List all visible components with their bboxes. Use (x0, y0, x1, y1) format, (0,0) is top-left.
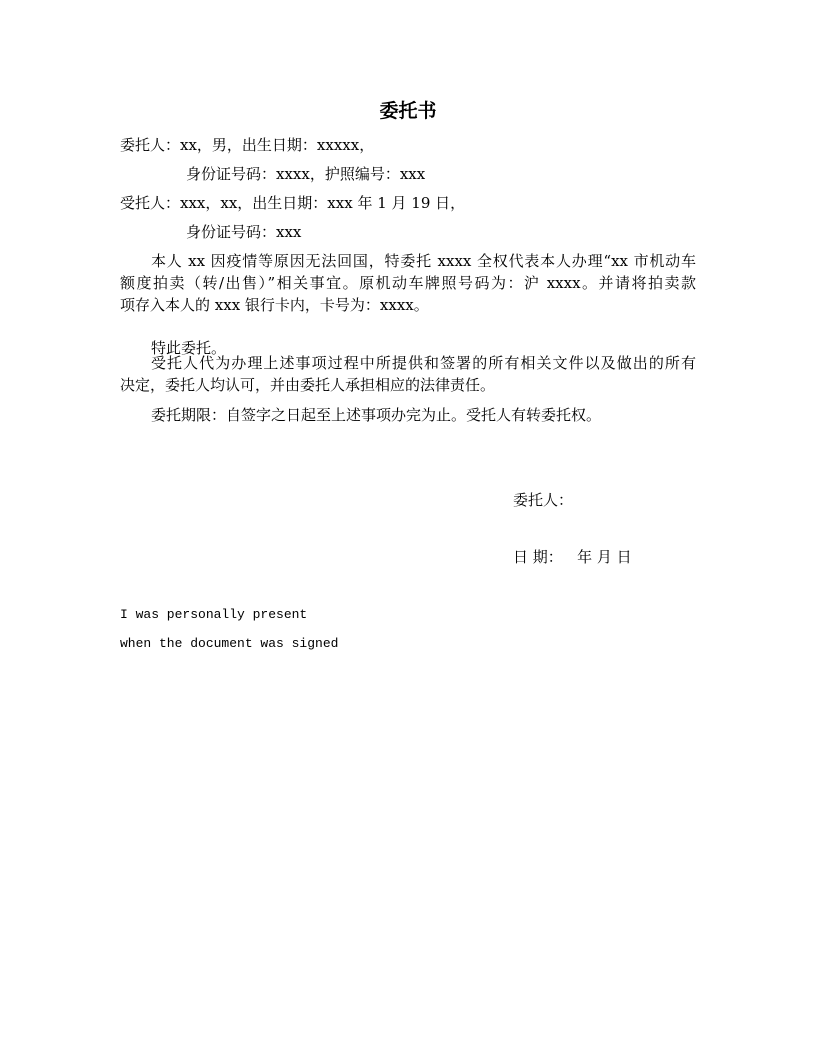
term-paragraph (120, 404, 696, 426)
principal-id: 身份证号码：xxxx，护照编号：xxx (186, 165, 426, 183)
document-title: 委托书 (379, 100, 437, 122)
witness-line-2: when the document was signed (120, 636, 339, 651)
witness-line-1: I was personally present (120, 607, 308, 622)
paragraph-line: 委托期限：自签字之日起至上述事项办完为止。受托人有转委托权。 (151, 406, 602, 424)
acknowledge-paragraph (120, 352, 696, 396)
principal-info: 委托人：xx，男，出生日期：xxxxx， (120, 136, 375, 154)
paragraph-line: 额度拍卖（转/出售）”相关事宜。原机动车牌照号码为：沪 xxxx。并请将拍卖款 (120, 274, 696, 292)
paragraph-line: 本人 xx 因疫情等原因无法回国，特委托 xxxx 全权代表本人办理“xx 市机动车 (151, 252, 696, 270)
paragraph-line: 项存入本人的 xxx 银行卡内，卡号为：xxxx。 (120, 296, 429, 314)
date-label: 日 期： 年 月 日 (513, 548, 632, 566)
main-paragraph (120, 250, 696, 316)
paragraph-line: 受托人代为办理上述事项过程中所提供和签署的所有相关文件以及做出的所有 (151, 354, 696, 372)
agent-id: 身份证号码：xxx (186, 223, 302, 241)
paragraph-line: 特此委托。 (151, 339, 227, 357)
principal-signature-label: 委托人： (513, 491, 574, 509)
agent-info: 受托人：xxx，xx，出生日期：xxx 年 1 月 19 日， (120, 194, 466, 212)
paragraph-line: 决定，委托人均认可，并由委托人承担相应的法律责任。 (120, 376, 496, 394)
